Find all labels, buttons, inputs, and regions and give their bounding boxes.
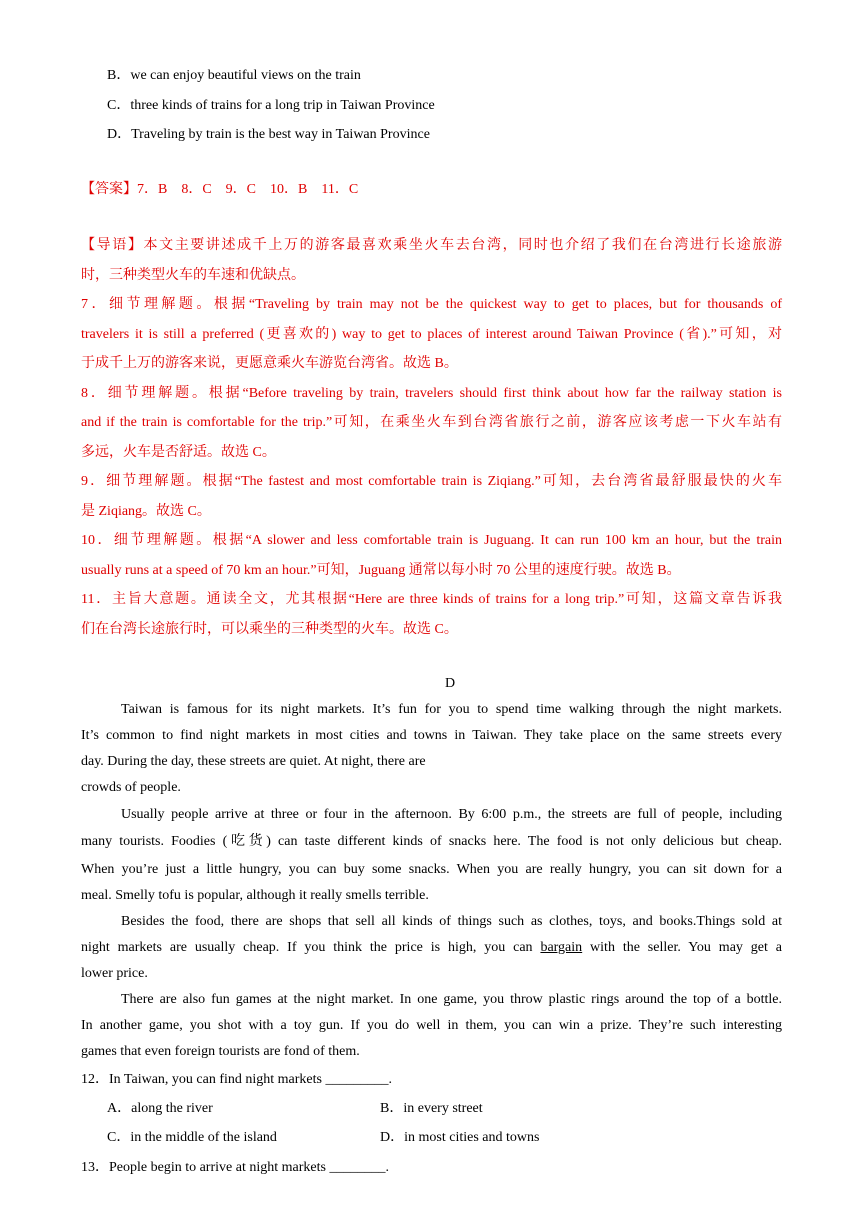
explanation-11-line-1: 11．主旨大意题。通读全文，尤其根据“Here are three kinds of trains for a long trip.”可知，这篇文章告诉我: [81, 592, 782, 607]
passage-p1-line-2: It’s common to find night markets in most cities and towns in Taiwan. They take place on the same streets every: [81, 728, 782, 743]
guide-line-1: [81, 236, 782, 256]
passage-p2-line-4: meal. Smelly tofu is popular, although it really smells terrible.: [81, 888, 429, 903]
answer-label: 【答案】: [81, 182, 137, 197]
question-13-stem: 13．People begin to arrive at night markets ________.: [81, 1160, 389, 1175]
explanation-10-line-1: 10．细节理解题。根据“A slower and less comfortable train is Juguang. It can run 100 km an hour, but the train: [81, 533, 782, 548]
question-12-option-d: D．in most cities and towns: [380, 1130, 540, 1145]
explanation-10-line-2: usually runs at a speed of 70 km an hour.”可知，Juguang 通常以每小时 70 公里的速度行驶。故选 B。: [81, 563, 681, 578]
question-12-option-c: C．in the middle of the island: [107, 1130, 277, 1145]
explanation-9-line-1: 9．细节理解题。根据“The fastest and most comfortable train is Ziqiang.”可知，去台湾省最舒服最快的火车: [81, 474, 782, 489]
passage-p3-line-1: Besides the food, there are shops that sell all kinds of things such as clothes, toys, and books.Things sold at: [121, 914, 782, 929]
answer-line: [81, 180, 358, 200]
question-12-option-b: B．in every street: [380, 1101, 483, 1116]
explanation-7-line-1: 7．细节理解题。根据“Traveling by train may not be the quickest way to get to places, but for thousands of: [81, 297, 782, 312]
passage-p3-line-2-pre: night markets are usually cheap. If you think the price is high, you can: [81, 940, 541, 955]
passage-p1-line-1: Taiwan is famous for its night markets. It’s fun for you to spend time walking through the night markets.: [121, 702, 782, 717]
passage-p3-line-3: lower price.: [81, 966, 148, 981]
passage-p3-line-2-post: with the seller. You may get a: [582, 940, 782, 955]
prev-option-d: D．Traveling by train is the best way in Taiwan Province: [107, 127, 430, 142]
guide-line-2: 时，三种类型火车的车速和优缺点。: [81, 268, 305, 283]
passage-p3-line-2: [81, 938, 782, 958]
explanation-11-line-2: 们在台湾长途旅行时，可以乘坐的三种类型的火车。故选 C。: [81, 622, 458, 637]
explanation-8-line-3: 多远，火车是否舒适。故选 C。: [81, 445, 276, 460]
explanation-9-line-2: 是 Ziqiang。故选 C。: [81, 504, 211, 519]
passage-p2-line-2: many tourists. Foodies (吃货) can taste different kinds of snacks here. The food is not only delicious but cheap.: [81, 834, 782, 849]
passage-p4-line-1: There are also fun games at the night market. In one game, you throw plastic rings around the top of a bottle.: [121, 992, 782, 1007]
explanation-8-line-1: 8．细节理解题。根据“Before traveling by train, travelers should first think about how far the railway station is: [81, 386, 782, 401]
explanation-7-line-2: travelers it is still a preferred (更喜欢的) way to get to places of interest around Taiwan Province (省).”可知，对: [81, 327, 782, 342]
prev-option-b: B．we can enjoy beautiful views on the train: [107, 68, 361, 83]
answer-text: 7．B 8．C 9．C 10．B 11．C: [137, 182, 359, 197]
passage-p2-line-1: Usually people arrive at three or four in the afternoon. By 6:00 p.m., the streets are full of people, including: [121, 807, 782, 822]
passage-p1-line-3: day. During the day, these streets are quiet. At night, there are: [81, 754, 426, 769]
passage-p4-line-2: In another game, you shot with a toy gun. If you do well in them, you can win a prize. They’re such interesting: [81, 1018, 782, 1033]
explanation-7-line-3: 于成千上万的游客来说，更愿意乘火车游览台湾省。故选 B。: [81, 356, 458, 371]
passage-p1-line-4: crowds of people.: [81, 780, 181, 795]
question-12-option-a: A．along the river: [107, 1101, 213, 1116]
section-heading: D: [444, 676, 456, 691]
prev-option-c: C．three kinds of trains for a long trip in Taiwan Province: [107, 98, 435, 113]
passage-p2-line-3: When you’re just a little hungry, you can buy some snacks. When you are really hungry, you can sit down for a: [81, 862, 782, 877]
underlined-word-bargain: bargain: [540, 940, 583, 955]
explanation-8-line-2: and if the train is comfortable for the trip.”可知，在乘坐火车到台湾省旅行之前，游客应该考虑一下火车站有: [81, 415, 782, 430]
question-12-stem: 12．In Taiwan, you can find night markets _________.: [81, 1072, 392, 1087]
guide-label: 【导语】: [81, 238, 144, 253]
guide-text-1: 本文主要讲述成千上万的游客最喜欢乘坐火车去台湾，同时也介绍了我们在台湾进行长途旅游: [143, 238, 783, 253]
passage-p4-line-3: games that even foreign tourists are fond of them.: [81, 1044, 360, 1059]
